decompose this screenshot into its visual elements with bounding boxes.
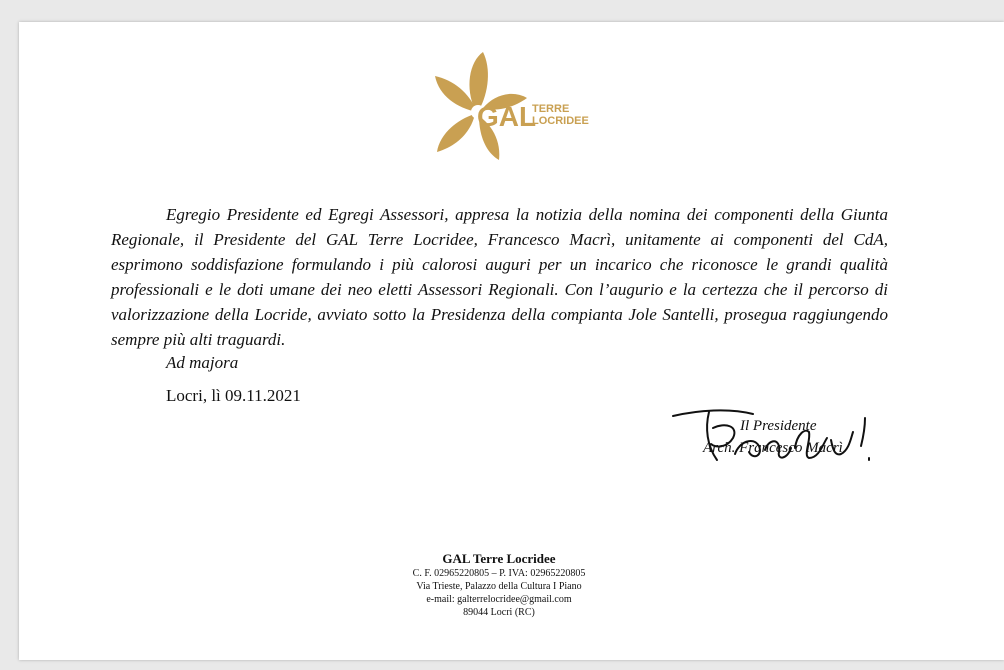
signature-block bbox=[669, 398, 899, 478]
logo-terre-text: TERRE bbox=[532, 103, 570, 115]
footer-email: e-mail: galterrelocridee@gmail.com bbox=[426, 594, 572, 605]
signer-name: Arch. Francesco Macrì bbox=[703, 440, 843, 456]
footer-tax-ids: C. F. 02965220805 – P. IVA: 02965220805 bbox=[412, 568, 586, 579]
letter-body bbox=[111, 202, 888, 352]
letter-page bbox=[19, 22, 1004, 660]
letter-paragraph: Egregio Presidente ed Egregi Assessori, appresa la notizia della nomina dei componenti della Giunta Regionale, il Presidente del GAL Terre Locridee, Francesco Macrì, unitamente ai componenti del CdA, esprimono soddisfazione formulando i più calorosi auguri per un incarico che riconosce le grandi qualità professionali e le doti umane dei neo eletti Assessori Regionali. Con l’augurio e la certezza che il percorso di valorizzazione della Locride, avviato sotto la Presidenza della compianta Jole Santelli, prosegua raggiungendo sempre più alti traguardi. bbox=[111, 205, 888, 349]
gal-logo bbox=[417, 48, 617, 164]
logo-locridee-text: LOCRIDEE bbox=[532, 115, 589, 127]
footer-address: Via Trieste, Palazzo della Cultura I Piano bbox=[416, 581, 582, 592]
closing-text: Ad majora bbox=[166, 353, 239, 372]
date-line: Locri, lì 09.11.2021 bbox=[166, 386, 301, 405]
logo-gal-text: GAL bbox=[477, 101, 537, 132]
letter-footer bbox=[349, 550, 649, 619]
flower-logo-icon bbox=[417, 48, 617, 164]
footer-city: 89044 Locri (RC) bbox=[463, 607, 535, 618]
handwritten-signature bbox=[669, 398, 899, 478]
footer-org-name: GAL Terre Locridee bbox=[442, 551, 556, 566]
signer-role: Il Presidente bbox=[740, 418, 817, 434]
